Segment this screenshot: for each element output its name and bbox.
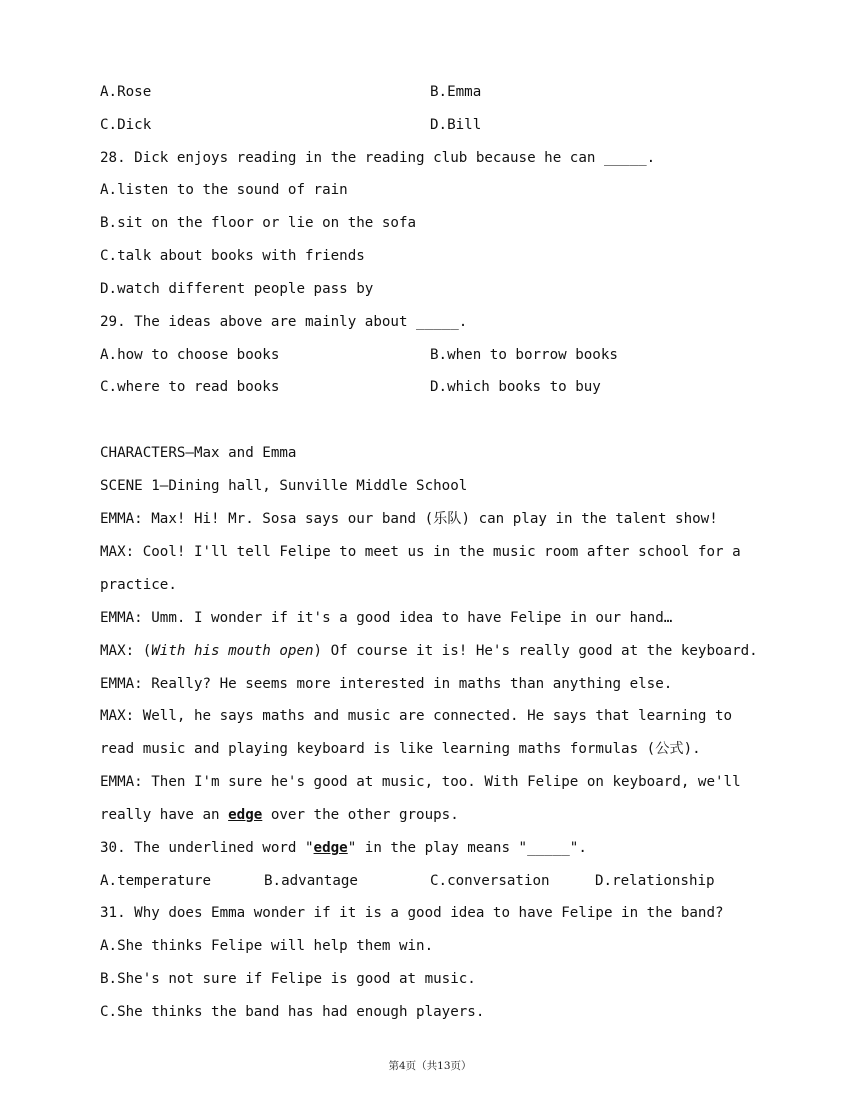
q27-option-c: C.Dick xyxy=(100,117,152,133)
q28-option-c: C.talk about books with friends xyxy=(100,248,365,264)
underlined-word-edge: edge xyxy=(228,807,263,823)
q30-stem-pre: 30. The underlined word " xyxy=(100,840,314,856)
q28-stem: 28. Dick enjoys reading in the reading club because he can _____. xyxy=(100,150,656,166)
play-line-8: read music and playing keyboard is like learning maths formulas (公式). xyxy=(100,741,701,757)
q27-option-a: A.Rose xyxy=(100,84,152,100)
play-line-10-pre: really have an xyxy=(100,807,229,823)
q28-option-a: A.listen to the sound of rain xyxy=(100,182,348,198)
q29-option-b: B.when to borrow books xyxy=(430,347,618,363)
q30-underlined-word: edge xyxy=(313,840,348,856)
play-line-7: MAX: Well, he says maths and music are connected. He says that learning to xyxy=(100,708,733,724)
play-line-5-pre: MAX: ( xyxy=(100,643,152,659)
play-line-1: EMMA: Max! Hi! Mr. Sosa says our band (乐队) can play in the talent show! xyxy=(100,511,718,527)
q31-option-b: B.She's not sure if Felipe is good at music. xyxy=(100,971,476,987)
play-line-2: MAX: Cool! I'll tell Felipe to meet us in the music room after school for a xyxy=(100,544,741,560)
play-line-10-post: over the other groups. xyxy=(262,807,459,823)
play-line-6: EMMA: Really? He seems more interested in maths than anything else. xyxy=(100,676,673,692)
q31-option-c: C.She thinks the band has had enough players. xyxy=(100,1004,485,1020)
q31-stem: 31. Why does Emma wonder if it is a good idea to have Felipe in the band? xyxy=(100,905,724,921)
q31-option-a: A.She thinks Felipe will help them win. xyxy=(100,938,434,954)
page-footer: 第4页（共13页） xyxy=(388,1060,472,1072)
play-scene: SCENE 1—Dining hall, Sunville Middle School xyxy=(100,478,468,494)
play-line-9: EMMA: Then I'm sure he's good at music, too. With Felipe on keyboard, we'll xyxy=(100,774,741,790)
play-line-3: practice. xyxy=(100,577,177,593)
q28-option-b: B.sit on the floor or lie on the sofa xyxy=(100,215,417,231)
q30-option-a: A.temperature xyxy=(100,873,212,889)
q29-option-d: D.which books to buy xyxy=(430,379,601,395)
play-line-10 xyxy=(100,805,459,825)
q27-option-d: D.Bill xyxy=(430,117,482,133)
q27-option-b: B.Emma xyxy=(430,84,482,100)
q28-option-d: D.watch different people pass by xyxy=(100,281,374,297)
q30-option-b: B.advantage xyxy=(264,873,358,889)
q29-option-c: C.where to read books xyxy=(100,379,280,395)
play-line-5 xyxy=(100,641,758,661)
play-line-5-post: ) Of course it is! He's really good at the keyboard. xyxy=(313,643,758,659)
play-line-4: EMMA: Umm. I wonder if it's a good idea to have Felipe in our hand… xyxy=(100,610,673,626)
play-characters: CHARACTERS—Max and Emma xyxy=(100,445,297,461)
q30-stem-post: " in the play means "_____". xyxy=(347,840,587,856)
stage-direction: With his mouth open xyxy=(151,643,314,659)
q29-stem: 29. The ideas above are mainly about _____. xyxy=(100,314,468,330)
q30-stem xyxy=(100,838,587,858)
q30-option-c: C.conversation xyxy=(430,873,550,889)
q29-option-a: A.how to choose books xyxy=(100,347,280,363)
q30-option-d: D.relationship xyxy=(595,873,715,889)
